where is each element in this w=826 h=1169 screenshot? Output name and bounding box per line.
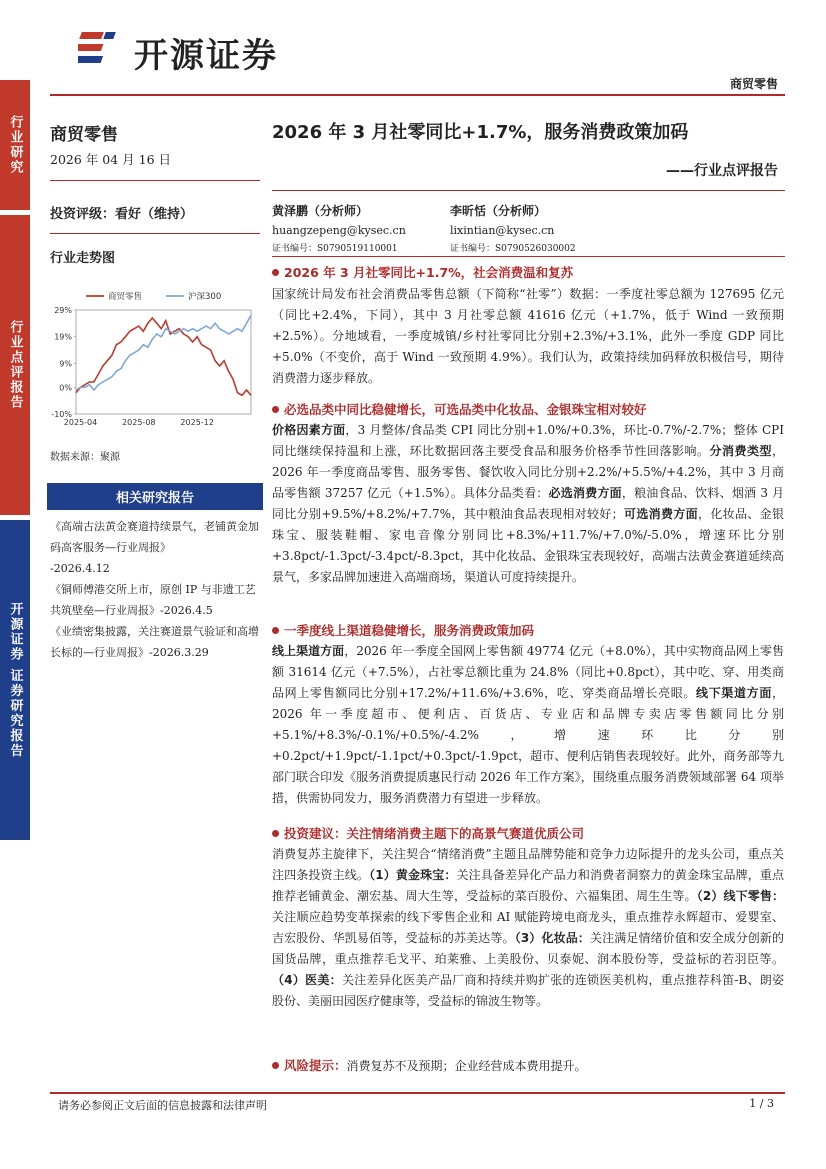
brand-logo — [78, 26, 328, 76]
related-list — [50, 516, 262, 663]
section-social-retail — [272, 263, 784, 389]
related-item[interactable] — [50, 579, 262, 621]
bullet-icon — [272, 406, 279, 413]
section-body: 国家统计局发布社会消费品零售总额（下简称“社零”）数据：一季度社零总额为 127695 亿元（同比+2.4%，下同），其中 3 月社零总额 41616 亿元（+1.7%，低于 Wind 一致预期+2.5%）。分地域看，一季度城镇/乡村社零同比分别+2.3%/+3.1%，此外一季度 GDP 同比+5.0%（不变价，高于 Wind 一致预期 4.9%）。我们认为，政策持续加码释放积极信号，期待消费潜力逐步释放。 — [272, 287, 784, 385]
related-title: 相关研究报告 — [115, 491, 194, 506]
side-tab-label: 行业点评报告 — [7, 320, 23, 410]
related-item-date: -2026.4.5 — [160, 604, 213, 617]
analyst-card — [272, 202, 442, 254]
analyst-name: 黄泽鹏（分析师） — [272, 204, 369, 218]
risk-line: 风险提示：消费复苏不及预期；企业经营成本费用提升。 — [272, 1055, 784, 1077]
related-item[interactable] — [50, 516, 262, 579]
footer-page: 1 / 3 — [749, 1097, 774, 1110]
related-header — [47, 483, 263, 510]
data-source: 数据来源：聚源 — [50, 452, 120, 463]
related-item-date: -2026.4.12 — [50, 562, 110, 575]
brand-name: 开源证券 — [134, 36, 278, 76]
section-body: 消费复苏主旋律下，关注契合“情绪消费”主题且品牌势能和竞争力边际提升的龙头公司，重点关注四条投资主线。（1）黄金珠宝：关注具备差异化产品力和消费者洞察力的黄金珠宝品牌，重点推荐老铺黄金、潮宏基、周大生等，受益标的菜百股份、六福集团、周生生等。（2）线下零售：关注顺应趋势变革探索的线下零售企业和 AI 赋能跨境电商龙头，重点推荐永辉超市、爱婴室、吉宏股份、华凯易佰等，受益标的苏美达等。（3）化妆品：关注满足情绪价值和安全成分创新的国货品牌，重点推荐毛戈平、珀莱雅、上美股份、贝泰妮、润本股份等，受益标的若羽臣等。（4）医美：关注差异化医美产品厂商和持续并购扩张的连锁医美机构，重点推荐科笛-B、朗姿股份、美丽田园医疗健康等，受益标的锦波生物等。 — [272, 847, 784, 1008]
trend-title: 行业走势图 — [50, 251, 116, 266]
report-date: 2026 年 04 月 16 日 — [50, 152, 171, 167]
chart-y-tick-label: 29% — [54, 306, 72, 315]
analyst-cert: 证书编号：S0790526030002 — [450, 244, 576, 254]
related-item[interactable] — [50, 621, 262, 663]
report-title: 2026 年 3 月社零同比+1.7%，服务消费政策加码 — [272, 122, 689, 143]
chart-legend-label: 沪深300 — [188, 292, 222, 302]
header-divider — [50, 94, 785, 96]
analyst-cert: 证书编号：S0790519110001 — [272, 244, 398, 254]
bullet-icon — [272, 269, 279, 276]
section-title: 一季度线上渠道稳健增长，服务消费政策加码 — [272, 621, 784, 639]
section-channels — [272, 621, 784, 809]
chart-x-tick-label: 2025-08 — [122, 418, 156, 427]
section-title: 必选品类中同比稳健增长，可选品类中化妆品、金银珠宝相对较好 — [272, 400, 784, 418]
title-divider — [272, 190, 785, 191]
analyst-name: 李昕恬（分析师） — [450, 204, 547, 218]
side-tab-report-type — [0, 215, 30, 515]
trend-chart — [46, 282, 261, 447]
related-item-title: 《业绩密集披露，关注赛道景气验证和高增长标的—行业周报》 — [50, 625, 259, 659]
side-tab-label: 行业研究 — [7, 115, 23, 175]
section-body: 线上渠道方面，2026 年一季度全国网上零售额 49774 亿元（+8.0%），其中实物商品网上零售额 31614 亿元（+7.5%），占社零总额比重为 24.8%（同比+0.8pct），其中吃、穿、用类商品网上零售额同比分别+17.2%/+11.6%/+3.6%，吃、穿类商品增长亮眼。线下渠道方面，2026 年一季度超市、便利店、百货店、专业店和品牌专卖店零售额同比分别+5.1%/+8.3%/-0.1%/+0.5%/-4.2%，增速环比分别+0.2pct/+1.9pct/-1.1pct/+0.3pct/-1.9pct，超市、便利店销售表现较好。此外，商务部等九部门联合印发《服务消费提质惠民行动 2026 年工作方案》，围绕重点服务消费领域部署 64 项举措，供需协同发力，服务消费潜力有望进一步释放。 — [272, 644, 784, 805]
side-tab-industry-research — [0, 80, 30, 210]
left-divider-2 — [50, 233, 260, 234]
analyst-email[interactable]: huangzepeng@kysec.cn — [272, 224, 406, 237]
section-investment — [272, 824, 784, 1012]
chart-y-tick-label: 9% — [59, 359, 72, 369]
related-item-date: -2026.3.29 — [149, 646, 209, 659]
bullet-icon — [272, 830, 279, 837]
related-item-title: 《铜师傅港交所上市，原创 IP 与非遗工艺共筑壁垒—行业周报》 — [50, 583, 256, 617]
bullet-icon — [272, 1062, 279, 1069]
analyst-card — [450, 202, 620, 254]
investment-rating: 投资评级：看好（维持） — [50, 207, 194, 222]
chart-x-tick-label: 2025-12 — [180, 418, 214, 427]
related-item-title: 《高端古法黄金赛道持续景气，老铺黄金加码高客服务—行业周报》 — [50, 520, 259, 554]
chart-x-tick-label: 2025-04 — [63, 418, 98, 427]
footer-disclaimer: 请务必参阅正文后面的信息披露和法律声明 — [58, 1099, 267, 1112]
chart-y-tick-label: -10% — [51, 410, 72, 419]
header-category: 商贸零售 — [729, 77, 778, 91]
chart-series-line — [76, 318, 251, 395]
footer-divider — [50, 1092, 785, 1094]
chart-legend-label: 商贸零售 — [108, 292, 143, 302]
side-tab-label: 开源证券 证券研究报告 — [7, 601, 23, 759]
analyst-divider — [272, 256, 785, 257]
chart-series-line — [76, 315, 251, 390]
chart-y-tick-label: 0% — [59, 383, 72, 393]
bullet-icon — [272, 627, 279, 634]
brand-logo-mark-icon — [78, 26, 126, 72]
left-divider-1 — [50, 180, 260, 181]
section-categories — [272, 400, 784, 588]
report-subtitle: ——行业点评报告 — [666, 163, 778, 179]
section-title: 2026 年 3 月社零同比+1.7%，社会消费温和复苏 — [272, 263, 784, 281]
analyst-email[interactable]: lixintian@kysec.cn — [450, 224, 555, 237]
side-tab-brand — [0, 520, 30, 840]
chart-y-tick-label: 19% — [54, 332, 72, 342]
section-risk — [272, 1055, 784, 1077]
industry-name: 商贸零售 — [50, 125, 118, 145]
section-body: 价格因素方面，3 月整体/食品类 CPI 同比分别+1.0%/+0.3%，环比-0.7%/-2.7%；整体 CPI 同比继续保持温和上涨，环比数据回落主要受食品和服务价格季节性回落影响。分消费类型，2026 年一季度商品零售、服务零售、餐饮收入同比分别+2.2%/+5.5%/+4.2%，其中 3 月商品零售额 37257 亿元（+1.5%）。具体分品类看：必选消费方面，粮油食品、饮料、烟酒 3 月同比分别+9.5%/+8.2%/+7.7%，其中粮油食品表现相对较好；可选消费方面，化妆品、金银珠宝、服装鞋帽、家电音像分别同比+8.3%/+11.7%/+7.0%/-5.0%，增速环比分别+3.8pct/-1.3pct/-3.4pct/-8.3pct，其中化妆品、金银珠宝表现较好，高端古法黄金赛道延续高景气，多家品牌加速进入高端商场，渠道认可度持续提升。 — [272, 423, 784, 584]
section-title: 投资建议：关注情绪消费主题下的高景气赛道优质公司 — [272, 824, 784, 842]
